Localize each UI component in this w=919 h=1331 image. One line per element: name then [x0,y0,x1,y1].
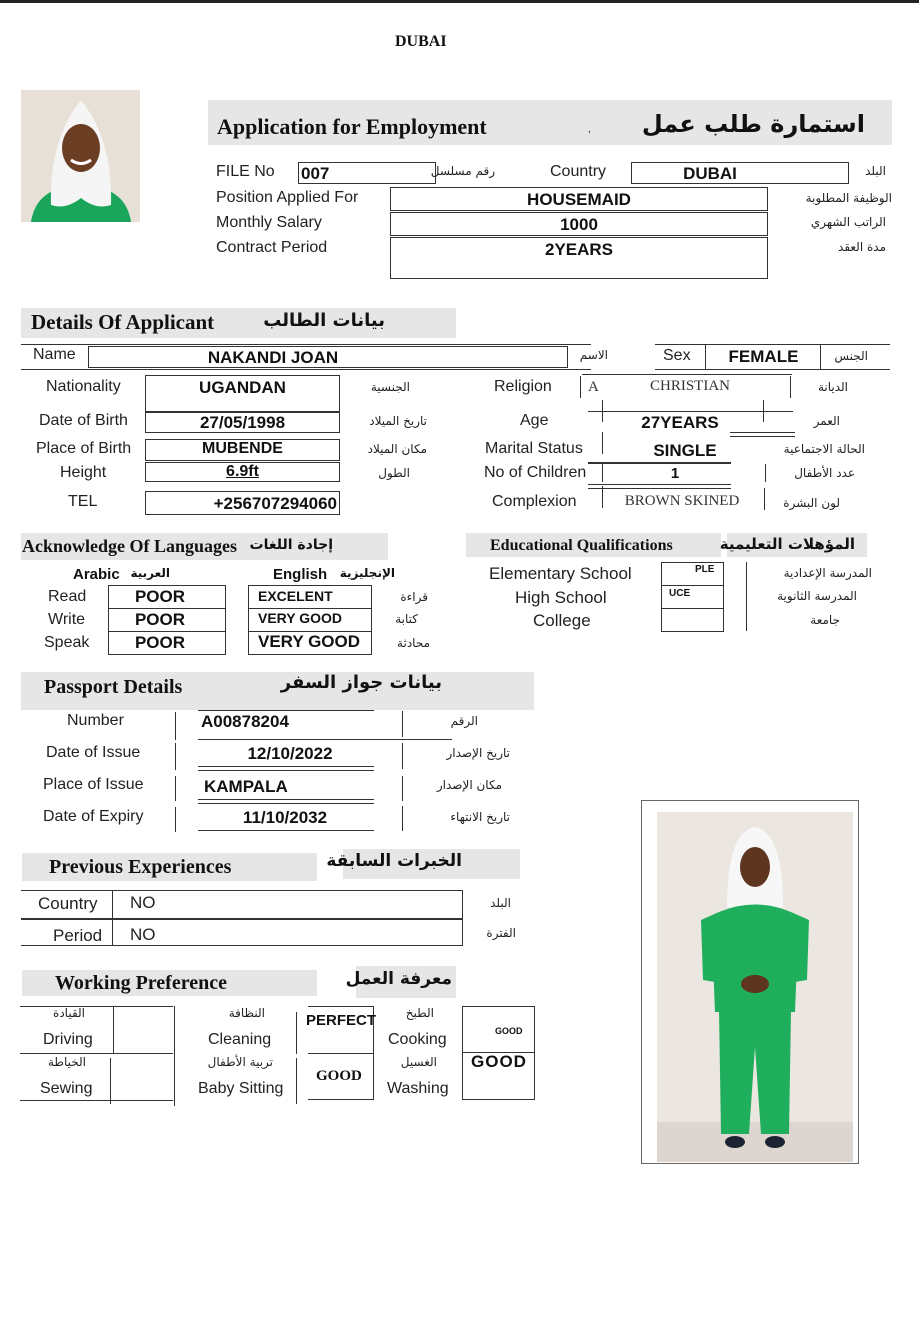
file-no-label-arabic: رقم مسلسل [430,164,495,178]
pob-field: MUBENDE [145,439,340,461]
divider [20,1053,173,1054]
header-mark: , [588,124,591,135]
country-label-arabic: البلد [865,164,886,178]
divider [402,806,403,831]
divider [820,344,821,369]
divider [730,432,795,433]
sex-label: Sex [663,347,691,364]
tel-label: TEL [68,493,98,510]
washing-label-arabic: الغسيل [400,1055,437,1069]
college-label-arabic: جامعة [810,613,840,627]
divider [175,776,176,801]
elementary-label-arabic: المدرسة الإعدادية [783,566,872,580]
contract-label-arabic: مدة العقد [838,240,886,254]
divider [198,739,452,740]
position-field: HOUSEMAID [390,187,768,211]
top-border [0,0,919,3]
write-label: Write [48,611,86,628]
experience-country-label: Country [38,894,98,913]
experience-country-label-arabic: البلد [490,896,511,910]
divider [588,488,731,489]
divider [296,1058,297,1104]
divider [602,464,603,482]
passport-number-label: Number [67,712,124,729]
cooking-label: Cooking [388,1031,447,1048]
experience-period-label-arabic: الفترة [486,926,516,940]
tel-field: +256707294060 [145,491,340,515]
divider [402,776,403,801]
speak-label-arabic: محادثة [397,636,430,650]
divider [661,608,724,609]
arabic-column-label: Arabic [73,566,120,583]
divider [402,711,403,737]
age-value: 27YEARS [641,413,719,432]
high-school-label-arabic: المدرسة الثانوية [777,589,857,603]
children-label: No of Children [484,464,587,481]
divider [730,436,795,437]
divider [20,1100,173,1101]
english-column-label-arabic: الإنجليزية [339,566,395,580]
education-section-title-arabic: المؤهلات التعليمية [719,535,855,553]
washing-label: Washing [387,1080,449,1097]
divider [175,712,176,740]
salary-field: 1000 [390,212,768,236]
divider [198,766,374,767]
complexion-label: Complexion [492,493,577,510]
cleaning-label-arabic: النظافة [228,1006,265,1020]
cooking-value: GOOD [495,1026,523,1036]
dob-label: Date of Birth [39,412,128,429]
divider [661,585,724,586]
divider [198,770,374,771]
height-label: Height [60,464,107,481]
passport-number-label-arabic: الرقم [450,714,478,728]
education-section-title: Educational Qualifications [490,537,673,554]
passport-number-value: A00878204 [201,712,289,731]
divider [588,484,731,485]
issue-date-value: 12/10/2022 [247,744,333,763]
driving-label-arabic: القيادة [53,1006,85,1020]
contract-label: Contract Period [216,239,328,256]
complexion-value: BROWN SKINED [624,493,740,509]
divider [602,432,603,454]
divider [108,608,226,609]
passport-section-title: Passport Details [44,676,183,698]
babysitting-label: Baby Sitting [198,1080,284,1097]
high-school-label: High School [515,588,607,607]
applicant-section-title: Details Of Applicant [31,310,215,334]
write-label-arabic: كتابة [395,612,418,626]
nationality-field: UGANDAN [145,375,340,412]
age-label: Age [520,412,549,429]
divider [113,1006,114,1053]
cleaning-label: Cleaning [208,1031,272,1048]
marital-status-label-arabic: الحالة الاجتماعية [783,442,865,456]
divider [602,486,603,508]
name-label-arabic: الاسم [579,348,608,362]
issue-place-label-arabic: مكان الإصدار [436,778,502,792]
work-section-title-arabic: معرفة العمل [345,969,452,989]
divider [765,464,766,482]
form-title-arabic: استمارة طلب عمل [641,110,865,138]
nationality-label: Nationality [46,378,121,395]
sex-value: FEMALE [728,347,799,366]
divider [764,488,765,510]
english-read-value: EXCELENT [258,588,333,604]
divider [308,1053,374,1054]
name-label: Name [33,346,76,363]
arabic-write-value: POOR [134,610,186,629]
applicant-section-title-arabic: بيانات الطالب [263,310,385,331]
divider [198,830,374,831]
divider [790,376,791,398]
religion-value: CHRISTIAN [649,378,730,394]
divider [705,344,706,369]
divider [661,562,724,563]
high-school-value: UCE [669,588,691,599]
divider [602,400,603,422]
complexion-label-arabic: لون البشرة [783,496,840,510]
age-label-arabic: العمر [813,414,840,428]
divider [296,1012,297,1054]
divider [248,608,372,609]
sewing-label: Sewing [40,1080,93,1097]
divider [21,369,591,370]
contract-field: 2YEARS [390,237,768,279]
height-label-arabic: الطول [378,466,410,480]
expiry-date-label: Date of Expiry [43,808,144,825]
driving-label: Driving [43,1031,93,1048]
expiry-date-label-arabic: تاريخ الانتهاء [450,810,510,824]
washing-value: GOOD [471,1052,527,1071]
city-heading: DUBAI [395,33,447,50]
divider [112,890,113,946]
divider [655,369,890,370]
cleaning-value: PERFECT [306,1012,377,1029]
applicant-full-length-photo [657,812,853,1162]
divider [661,631,724,632]
form-title: Application for Employment [217,114,487,139]
divider [402,743,403,769]
file-no-label: FILE No [216,163,275,180]
marital-status-value: SINGLE [653,441,717,460]
divider [174,1006,175,1106]
experience-section-title-arabic: الخبرات السابقة [326,851,462,871]
issue-date-label: Date of Issue [46,744,141,761]
divider [588,462,731,464]
read-label: Read [48,588,87,605]
pob-label: Place of Birth [36,440,132,457]
arabic-speak-value: POOR [134,633,186,652]
dob-label-arabic: تاريخ الميلاد [369,414,427,428]
issue-place-value: KAMPALA [204,777,288,796]
salary-label-arabic: الراتب الشهري [810,215,886,229]
sewing-label-arabic: الخياطة [48,1055,86,1069]
experience-period-value: NO [130,925,156,944]
religion-prefix: A [588,379,599,395]
speak-label: Speak [44,634,90,651]
children-label-arabic: عدد الأطفال [794,466,855,480]
divider [746,562,747,631]
issue-date-label-arabic: تاريخ الإصدار [446,746,510,760]
salary-label: Monthly Salary [216,214,322,231]
divider [21,344,591,345]
divider [580,376,581,398]
languages-section-title-arabic: إجادة اللغات [249,537,333,553]
religion-label-arabic: الديانة [817,380,848,394]
pob-label-arabic: مكان الميلاد [367,442,427,456]
file-no-field: 007 [298,162,436,184]
experience-section-title: Previous Experiences [49,856,232,878]
position-label: Position Applied For [216,189,359,206]
elementary-label: Elementary School [489,564,632,583]
elementary-value: PLE [695,564,715,575]
marital-status-label: Marital Status [485,440,583,457]
height-field: 6.9ft [145,462,340,482]
divider [175,807,176,832]
divider [21,918,463,920]
divider [655,344,890,345]
experience-period-label: Period [53,926,103,945]
divider [582,374,792,375]
read-label-arabic: قراءة [400,590,428,604]
college-label: College [533,611,591,630]
english-column-label: English [273,566,328,583]
country-label: Country [550,163,607,180]
languages-section-title: Acknowledge Of Languages [22,536,238,556]
arabic-read-value: POOR [134,587,186,606]
experience-country-value: NO [130,893,156,912]
children-value: 1 [670,465,680,482]
divider [108,631,226,632]
nationality-label-arabic: الجنسية [370,380,410,394]
divider [175,743,176,770]
babysitting-value: GOOD [316,1068,362,1084]
applicant-portrait-photo [21,90,140,222]
sex-label-arabic: الجنس [834,349,868,363]
name-field: NAKANDI JOAN [88,346,568,368]
position-label-arabic: الوظيفة المطلوبة [805,191,892,205]
divider [110,1058,111,1104]
country-field: DUBAI [631,162,849,184]
divider [198,799,374,800]
divider [198,710,374,711]
dob-field: 27/05/1998 [145,412,340,433]
divider [763,400,764,422]
divider [198,803,374,804]
english-write-value: VERY GOOD [258,610,343,626]
work-section-title: Working Preference [55,972,227,994]
cooking-label-arabic: الطبخ [405,1006,434,1020]
issue-place-label: Place of Issue [43,776,144,793]
expiry-date-value: 11/10/2032 [242,808,328,827]
english-speak-value: VERY GOOD [258,632,361,651]
babysitting-label-arabic: تربية الأطفال [207,1055,273,1069]
passport-section-title-arabic: بيانات جواز السفر [280,672,442,693]
religion-label: Religion [494,378,552,395]
arabic-column-label-arabic: العربية [130,566,170,580]
